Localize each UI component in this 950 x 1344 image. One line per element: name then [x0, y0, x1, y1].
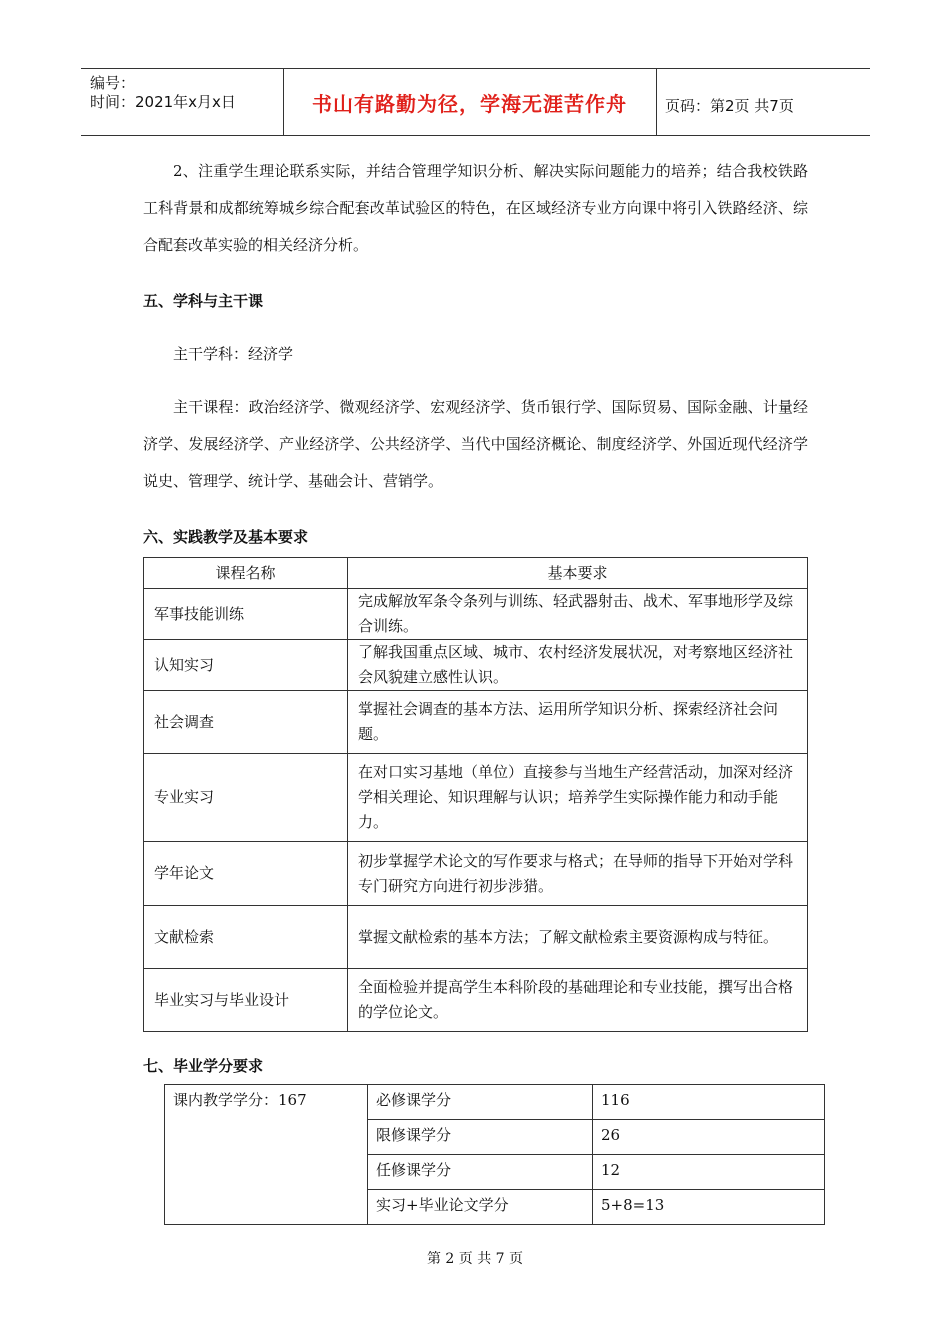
table-header-row — [144, 558, 808, 589]
credit-label: 限修课学分 — [368, 1120, 593, 1155]
course-name: 认知实习 — [144, 640, 348, 691]
course-requirement: 完成解放军条令条列与训练、轻武器射击、战术、军事地形学及综合训练。 — [348, 589, 808, 640]
course-name: 学年论文 — [144, 842, 348, 906]
course-name: 文献检索 — [144, 906, 348, 969]
course-requirement: 初步掌握学术论文的写作要求与格式；在导师的指导下开始对学科专门研究方向进行初步涉猎。 — [348, 842, 808, 906]
page-header — [81, 68, 870, 136]
section6-heading: 六、实践教学及基本要求 — [143, 528, 309, 546]
date-line: 时间：2021年x月x日 — [90, 93, 236, 111]
table-row — [165, 1085, 825, 1120]
practice-table — [143, 557, 808, 1032]
table-row — [144, 906, 808, 969]
credit-label: 任修课学分 — [368, 1155, 593, 1190]
credit-value: 5+8=13 — [593, 1190, 825, 1225]
intro-paragraph: 2、注重学生理论联系实际，并结合管理学知识分析、解决实际问题能力的培养；结合我校铁路工科背景和成都统筹城乡综合配套改革试验区的特色，在区域经济专业方向课中将引入铁路经济、综合配套改革实验的相关经济分析。 — [143, 162, 808, 254]
course-requirement: 掌握社会调查的基本方法、运用所学知识分析、探索经济社会问题。 — [348, 691, 808, 754]
header-motto: 书山有路勤为径，学海无涯苦作舟 — [283, 69, 657, 135]
header-page-code: 页码：第2页 共7页 — [665, 97, 794, 115]
number-label: 编号： — [90, 74, 136, 92]
table-row — [144, 589, 808, 640]
section5-heading: 五、学科与主干课 — [143, 292, 264, 310]
table-row — [144, 754, 808, 842]
page-footer: 第 2 页 共 7 页 — [426, 1251, 524, 1267]
table-row — [144, 691, 808, 754]
table-row — [144, 842, 808, 906]
col-requirement: 基本要求 — [348, 558, 808, 589]
main-courses: 主干课程：政治经济学、微观经济学、宏观经济学、货币银行学、国际贸易、国际金融、计量经济学、发展经济学、产业经济学、公共经济学、当代中国经济概论、制度经济学、外国近现代经济学说史、管理学、统计学、基础会计、营销学。 — [143, 398, 808, 490]
course-name: 社会调查 — [144, 691, 348, 754]
col-course-name: 课程名称 — [144, 558, 348, 589]
course-requirement: 掌握文献检索的基本方法；了解文献检索主要资源构成与特征。 — [348, 906, 808, 969]
credit-value: 116 — [593, 1085, 825, 1120]
course-requirement: 在对口实习基地（单位）直接参与当地生产经营活动，加深对经济学相关理论、知识理解与认识；培养学生实际操作能力和动手能力。 — [348, 754, 808, 842]
table-row — [144, 969, 808, 1032]
course-name: 毕业实习与毕业设计 — [144, 969, 348, 1032]
credit-label: 必修课学分 — [368, 1085, 593, 1120]
credit-value: 12 — [593, 1155, 825, 1190]
credit-value: 26 — [593, 1120, 825, 1155]
course-requirement: 全面检验并提高学生本科阶段的基础理论和专业技能，撰写出合格的学位论文。 — [348, 969, 808, 1032]
table-row — [144, 640, 808, 691]
main-discipline: 主干学科：经济学 — [173, 345, 294, 363]
credit-label: 实习+毕业论文学分 — [368, 1190, 593, 1225]
total-credits: 课内教学学分：167 — [165, 1085, 368, 1225]
course-name: 军事技能训练 — [144, 589, 348, 640]
section7-heading: 七、毕业学分要求 — [143, 1057, 264, 1075]
header-meta — [81, 69, 284, 135]
course-requirement: 了解我国重点区域、城市、农村经济发展状况，对考察地区经济社会风貌建立感性认识。 — [348, 640, 808, 691]
credits-table — [164, 1084, 825, 1225]
course-name: 专业实习 — [144, 754, 348, 842]
